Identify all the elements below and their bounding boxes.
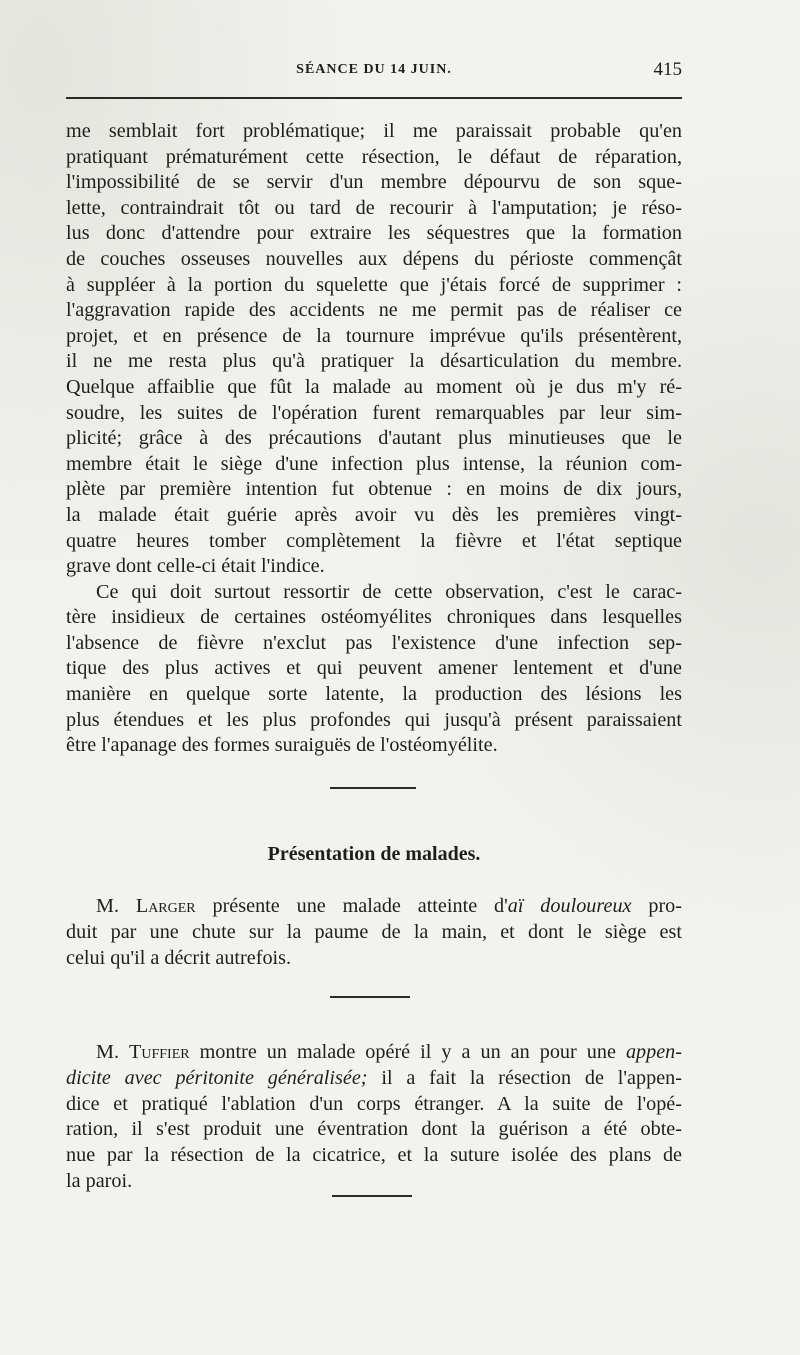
text-run: présente une malade atteinte d': [195, 895, 508, 917]
page-number: 415: [653, 59, 682, 80]
text-run: montre un malade opéré il y a un an pour une: [189, 1041, 626, 1063]
text-line: [66, 1066, 682, 1092]
tuffier-presentation: [66, 1040, 682, 1195]
text-run: il a fait la résection de l'appen-: [367, 1066, 682, 1089]
text-line: tère insidieux de certaines ostéomyélites chroniques dans lesquelles: [66, 606, 682, 629]
text-line: manière en quelque sorte latente, la production des lésions les: [66, 683, 682, 706]
text-line: projet, et en présence de la tournure imprévue qu'ils présentèrent,: [66, 324, 682, 347]
text-run: pro-: [631, 895, 683, 917]
text-line: à suppléer à la portion du squelette que j'étais forcé de supprimer :: [66, 273, 682, 296]
text-line: plète par première intention fut obtenue : en moins de dix jours,: [66, 478, 682, 501]
text-line: [66, 894, 682, 920]
section-heading: Présentation de malades.: [267, 843, 481, 865]
text-line: l'absence de fièvre n'exclut pas l'existence d'une infection sep-: [66, 631, 682, 654]
end-divider: [332, 1195, 412, 1197]
entry-divider: [330, 996, 410, 998]
author-name: Tuffier: [129, 1041, 190, 1063]
text-line: Quelque affaiblie que fût la malade au moment où je dus m'y ré-: [66, 375, 682, 398]
text-line: dice et pratiqué l'ablation d'un corps étranger. A la suite de l'opé-: [66, 1092, 682, 1115]
text-line: tique des plus actives et qui peuvent amener lentement et d'une: [66, 657, 682, 680]
text-line: de couches osseuses nouvelles aux dépens du périoste commençât: [66, 247, 682, 270]
text-line: celui qu'il a décrit autrefois.: [66, 946, 292, 969]
text-line: membre était le siège d'une infection plus intense, la réunion com-: [66, 452, 682, 475]
larger-presentation: [66, 894, 682, 971]
italic-term: appen-: [625, 1041, 682, 1063]
main-text: [66, 119, 682, 759]
author-prefix: M.: [96, 895, 136, 917]
text-line: lus donc d'attendre pour extraire les séquestres que la formation: [66, 222, 682, 245]
text-line: quatre heures tomber complètement la fièvre et l'état septique: [66, 529, 682, 552]
paragraph-continuation: [66, 119, 682, 580]
text-line: la malade était guérie après avoir vu dès les premières vingt-: [66, 503, 682, 526]
text-line: grave dont celle-ci était l'indice.: [66, 555, 325, 578]
text-line: ration, il s'est produit une éventration dont la guérison a été obte-: [66, 1118, 682, 1141]
text-line: Ce qui doit surtout ressortir de cette observation, c'est le carac-: [96, 580, 682, 603]
header-rule: [66, 97, 682, 99]
text-line: lette, contraindrait tôt ou tard de recourir à l'amputation; je réso-: [66, 196, 682, 219]
text-line: plus étendues et les plus profondes qui jusqu'à présent paraissaient: [66, 708, 682, 731]
text-line: il ne me resta plus qu'à pratiquer la désarticulation du membre.: [66, 350, 682, 373]
text-line: [66, 1040, 682, 1066]
text-line: me semblait fort problématique; il me paraissait probable qu'en: [66, 120, 682, 142]
text-line: la paroi.: [66, 1169, 133, 1192]
page-header: [66, 59, 682, 88]
italic-term: dicite avec péritonite généralisée;: [66, 1066, 368, 1089]
text-line: l'impossibilité de se servir d'un membre dépourvu de son sque-: [66, 171, 682, 194]
text-line: duit par une chute sur la paume de la main, et dont le siège est: [66, 920, 682, 943]
text-line: l'aggravation rapide des accidents ne me permit pas de réaliser ce: [66, 299, 682, 322]
text-line: nue par la résection de la cicatrice, et la suture isolée des plans de: [66, 1144, 682, 1167]
text-line: pratiquant prématurément cette résection, le défaut de réparation,: [66, 145, 682, 168]
italic-term: aï douloureux: [507, 895, 632, 917]
author-prefix: M.: [96, 1041, 130, 1063]
text-line: plicité; grâce à des précautions d'autant plus minutieuses que le: [66, 427, 682, 450]
text-line: soudre, les suites de l'opération furent remarquables par leur sim-: [66, 401, 682, 424]
paragraph-conclusion: [66, 580, 682, 759]
section-divider: [330, 787, 416, 789]
text-line: être l'apanage des formes suraiguës de l'ostéomyélite.: [66, 734, 498, 757]
author-name: Larger: [135, 895, 196, 917]
running-head: SÉANCE DU 14 JUIN.: [296, 62, 452, 77]
